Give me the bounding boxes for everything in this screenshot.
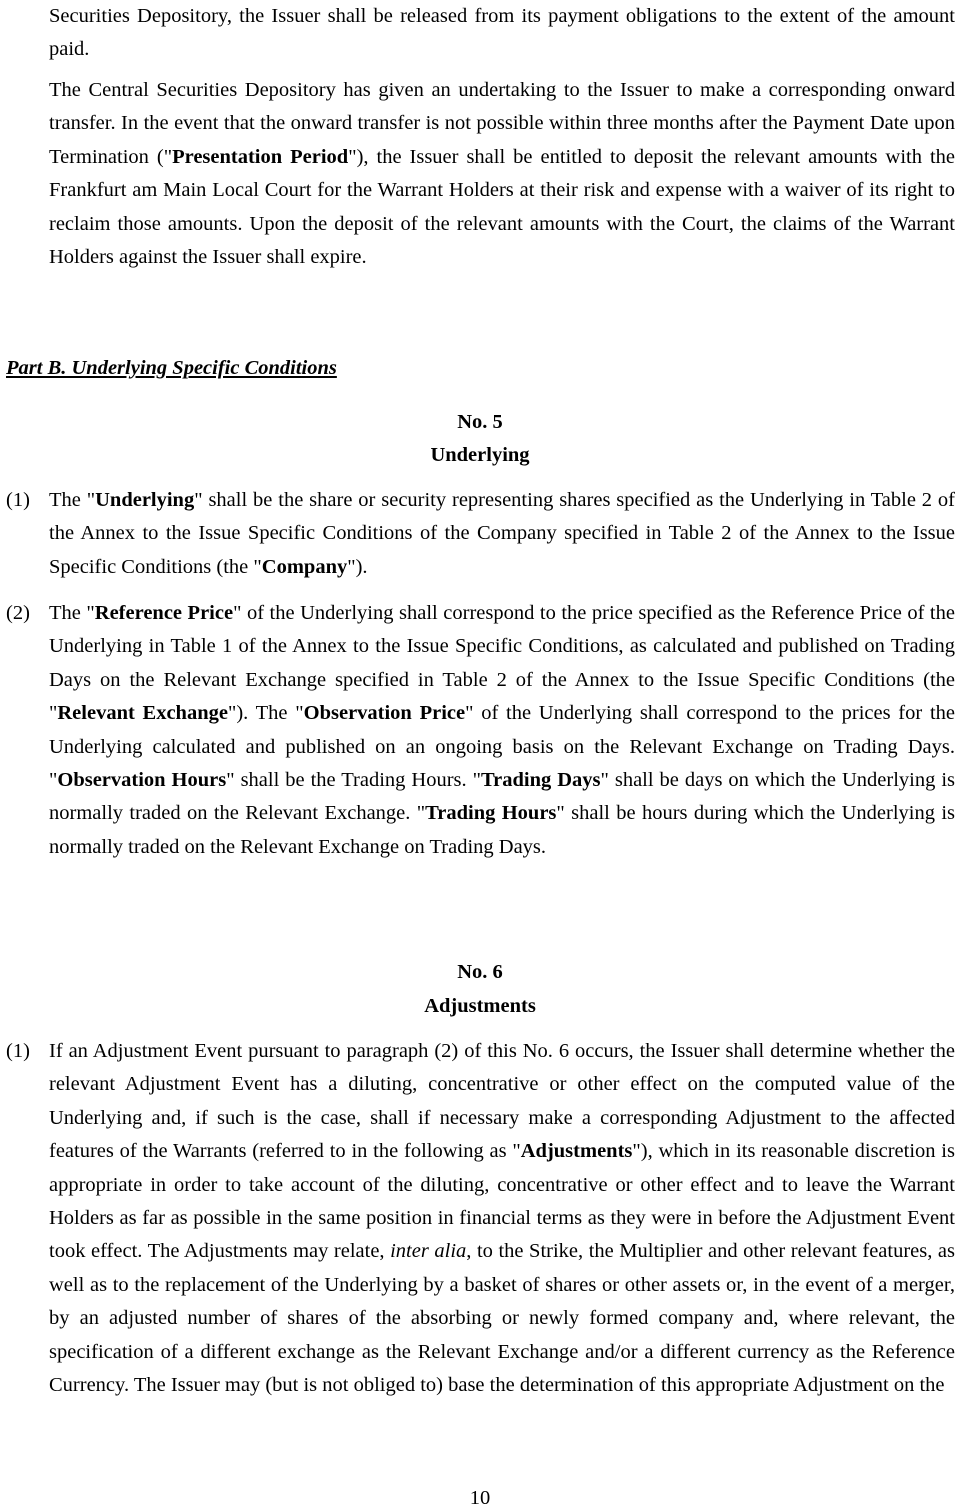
section-6-paragraph-1 — [6, 1035, 955, 1402]
paragraph-number: (2) — [6, 602, 30, 624]
section-5-title: Underlying — [430, 444, 530, 466]
paragraph-body: The "Reference Price" of the Underlying shall correspond to the price specified as the Reference Price of the Underlying in Table 1 of the Annex to the Issue Specific Conditions, as calculated and published on Trading Days on the Relevant Exchange specified in Table 2 of the Annex to the Issue Specific Conditions (the "Relevant Exchange"). The "Observation Price" of the Underlying shall correspond to the prices for the Underlying calculated and published on an ongoing basis on the Relevant Exchange on Trading Days. "Observation Hours" shall be the Trading Hours. "Trading Days" shall be days on which the Underlying is normally traded on the Relevant Exchange. "Trading Hours" shall be hours during which the Underlying is normally traded on the Relevant Exchange on Trading Days. — [49, 602, 956, 858]
paragraph-number: (1) — [6, 489, 30, 511]
paragraph-number: (1) — [6, 1040, 30, 1062]
page-number: 10 — [469, 1487, 491, 1509]
section-6-number: No. 6 — [457, 961, 503, 983]
intro-paragraph-2: The Central Securities Depository has given an undertaking to the Issuer to make a corresponding onward transfer. In the event that the onward transfer is not possible within three months after the Payment Date upon Termination ("Presentation Period"), the Issuer shall be entitled to deposit the relevant amounts with the Frankfurt am Main Local Court for the Warrant Holders at their risk and expense with a waiver of its right to reclaim those amounts. Upon the deposit of the relevant amounts with the Court, the claims of the Warrant Holders against the Issuer shall expire. — [49, 79, 955, 269]
defined-term: Observation Price — [303, 702, 466, 725]
paragraph-body: The "Underlying" shall be the share or security representing shares specified as the Underlying in Table 2 of the Annex to the Issue Specific Conditions of the Company specified in Table 2 of the Annex to the Issue Specific Conditions (the "Company"). — [49, 489, 955, 578]
paragraph-body: If an Adjustment Event pursuant to paragraph (2) of this No. 6 occurs, the Issuer shall determine whether the relevant Adjustment Event has a diluting, concentrative or other effect on the computed value of the Underlying and, if such is the case, shall if necessary make a corresponding Adjustment to the affected features of the Warrants (referred to in the following as "Adjustments"), which in its reasonable discretion is appropriate in order to take account of the diluting, concentrative or other effect and to leave the Warrant Holders as far as possible in the same position in financial terms as they were in before the Adjustment Event took effect. The Adjustments may relate, inter alia, to the Strike, the Multiplier and other relevant features, as well as to the replacement of the Underlying by a basket of shares or other assets or, in the event of a merger, by an adjusted number of shares of the absorbing or newly formed company and, where relevant, the specification of a different exchange as the Relevant Exchange and/or a different currency as the Reference Currency. The Issuer may (but is not obliged to) base the determination of this appropriate Adjustment on the — [49, 1040, 955, 1397]
section-6-title: Adjustments — [424, 995, 536, 1017]
section-5-number: No. 5 — [457, 411, 503, 433]
section-5-paragraph-1 — [6, 484, 955, 584]
section-5-paragraph-2 — [6, 597, 955, 864]
defined-term: Observation Hours — [57, 769, 227, 792]
defined-term: Adjustments — [520, 1140, 633, 1163]
defined-term: Trading Hours — [425, 802, 557, 825]
defined-term: Underlying — [95, 489, 195, 511]
italic-term: inter alia — [390, 1240, 467, 1263]
defined-term: Company — [261, 555, 348, 578]
defined-term: Reference Price — [94, 602, 234, 624]
defined-term: Relevant Exchange — [57, 702, 228, 725]
intro-paragraph-1: Securities Depository, the Issuer shall be released from its payment obligations to the extent of the amount paid. — [49, 5, 955, 61]
defined-term: Presentation Period — [172, 145, 349, 168]
defined-term: Trading Days — [480, 769, 601, 792]
part-b-heading: Part B. Underlying Specific Conditions — [6, 357, 337, 379]
